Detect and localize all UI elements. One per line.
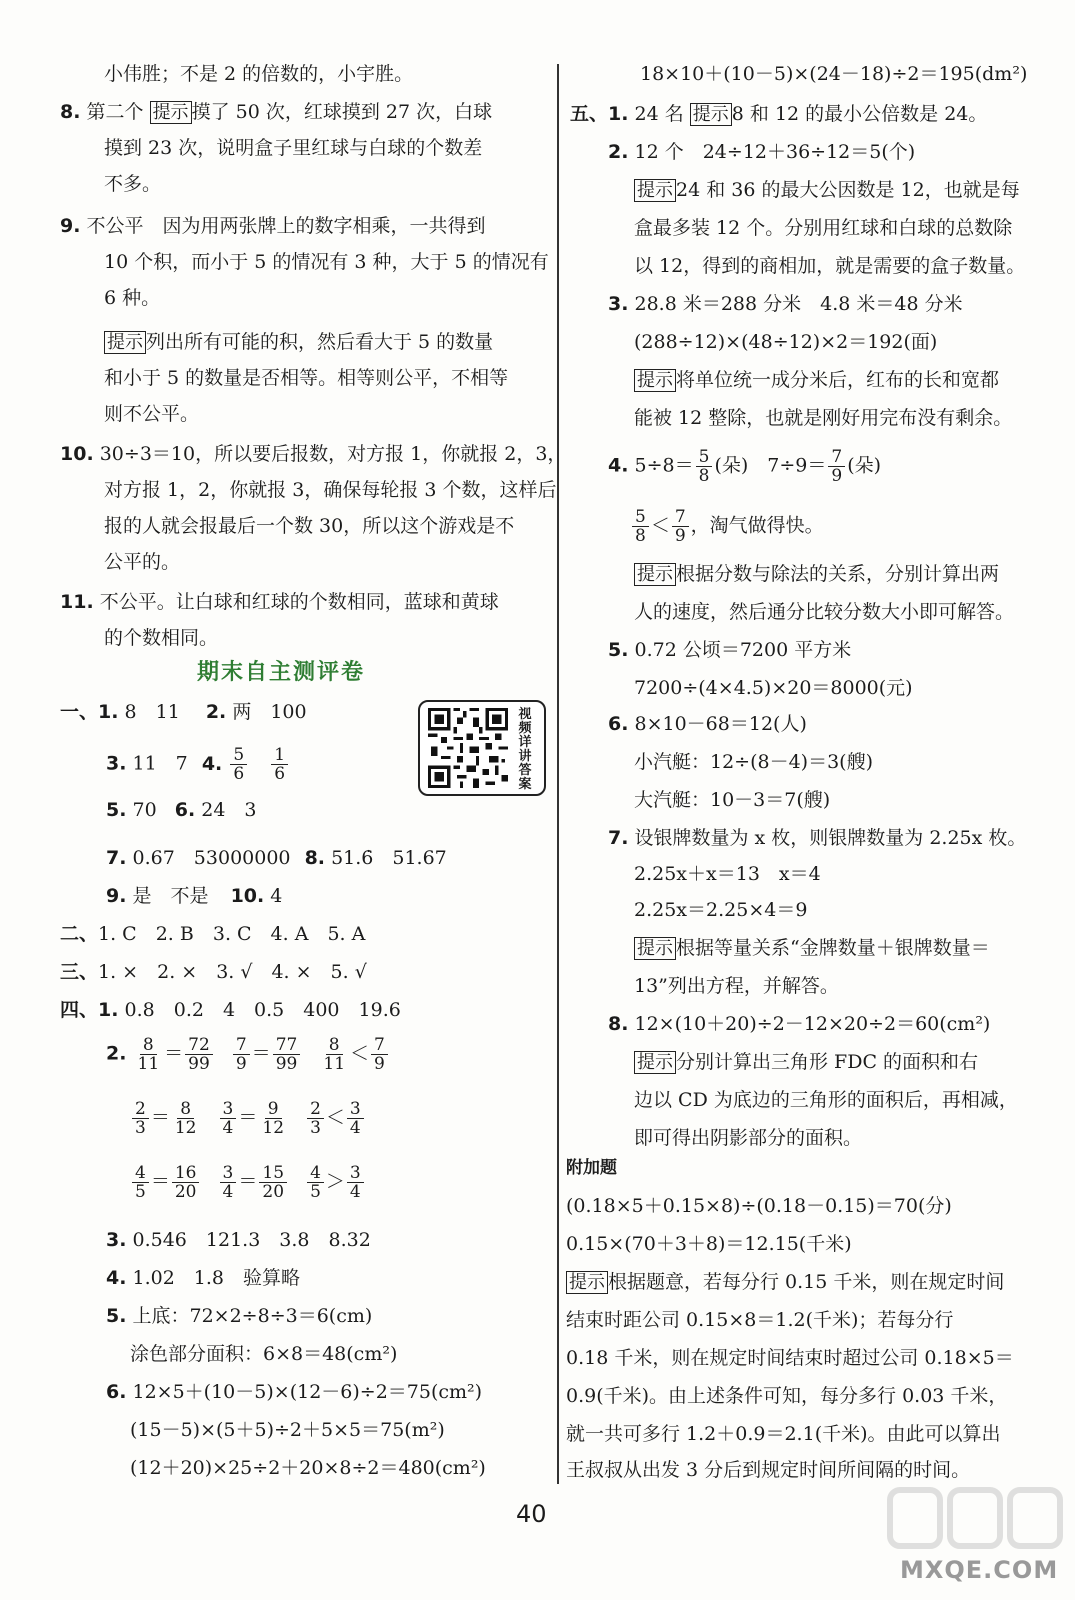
section-number: 三、 — [60, 961, 99, 983]
section-5-q8 — [608, 1012, 990, 1036]
question-number: 4. — [201, 752, 223, 775]
answer-text: 51.6̇ 51.67 — [331, 847, 447, 869]
section-number: 一、 — [60, 701, 99, 723]
section-title: 期末自主测评卷 — [196, 660, 365, 685]
text-line: 0.15×(70＋3＋8)＝12.15(千米) — [566, 1233, 852, 1255]
section-4-q3 — [106, 1228, 371, 1252]
answer-text: 是 不是 — [132, 885, 209, 907]
answer-text: 8×10－68＝12(人) — [634, 713, 807, 735]
answer-text: 设银牌数量为 x 枚，则银牌数量为 2.25x 枚。 — [634, 827, 1027, 849]
question-9 — [60, 214, 486, 238]
text-line: 对方报 1，2，你就报 3，确保每轮报 3 个数，这样后 — [104, 479, 557, 501]
page-number: 40 — [516, 1500, 547, 1528]
question-number: 3. — [106, 1229, 127, 1251]
question-number: 1. — [608, 103, 629, 125]
answer-text: 不公平。让白球和红球的个数相同，蓝球和黄球 — [99, 591, 499, 613]
question-number: 7. — [608, 827, 629, 849]
answer-text: 两 100 — [232, 701, 307, 723]
text-line: 10 个积，而小于 5 的情况有 3 种，大于 5 的情况有 — [104, 251, 549, 273]
hint-text: 根据题意，若每分行 0.15 千米，则在规定时间 — [608, 1271, 1005, 1293]
hint-text: 列出所有可能的积，然后看大于 5 的数量 — [146, 331, 494, 353]
question-10 — [60, 442, 566, 466]
section-5-q6 — [608, 712, 807, 736]
text-line: 小汽艇：12÷(8－4)＝3(艘) — [634, 751, 874, 773]
qr-label: 视频详讲答案 — [518, 707, 532, 792]
question-number: 9. — [106, 885, 127, 907]
text-line: $\frac{5}{8}$ ＜ $\frac{7}{9}$ ，淘气做得快。 — [630, 508, 824, 545]
question-number: 1. — [98, 701, 119, 723]
hint-text: 8 和 12 的最小公倍数是 24。 — [731, 103, 988, 125]
answer-text: 第二个 — [86, 101, 144, 123]
question-number: 7. — [106, 847, 127, 869]
text-line: 不多。 — [104, 173, 162, 195]
fraction: $\frac{7}{9}$ — [672, 508, 689, 545]
fraction: $\frac{5}{8}$ — [696, 448, 713, 485]
fraction: $\frac{5}{6}$ — [230, 746, 247, 783]
extra-heading: 附加题 — [566, 1158, 617, 1178]
section-1-row1 — [60, 700, 307, 724]
section-5-q2 — [608, 140, 915, 164]
answer-text: 1. C 2. B 3. C 4. A 5. A — [98, 923, 366, 945]
text-line: 即可得出阴影部分的面积。 — [634, 1127, 863, 1149]
section-4-q6 — [106, 1380, 482, 1404]
answer-text: 0.67 53000000 — [132, 847, 291, 869]
text-line: 6 种。 — [104, 287, 161, 309]
answer-text: 0.8 0.2 4 0.5 400 19.6 — [124, 999, 401, 1021]
answer-text: 28.8 米＝288 分米 4.8 米＝48 分米 — [634, 293, 963, 315]
fraction-row: 2. $\frac{8}{11}$ ＝ $\frac{72}{99}$ $\frac{7}{9}$ ＝ $\frac{77}{99}$ $\frac{8}{11}$ ＜ $\frac{7}{9}$ — [106, 1036, 390, 1073]
qr-code-icon[interactable] — [428, 708, 508, 788]
text-line: 7200÷(4×4.5)×20＝8000(元) — [634, 677, 913, 699]
answer-text: 8 11 — [124, 701, 180, 723]
text-line: 盒最多装 12 个。分别用红球和白球的总数除 — [634, 217, 1013, 239]
column-divider — [557, 64, 559, 1484]
text-line: (288÷12)×(48÷12)×2＝192(面) — [634, 331, 938, 353]
hint-tag: 提示 — [634, 179, 676, 202]
question-number: 11. — [60, 591, 94, 613]
question-number: 3. — [608, 293, 629, 315]
answer-text: 24 3 — [201, 799, 257, 821]
question-8 — [60, 100, 492, 125]
answer-text: 1.02 1.8 验算略 — [132, 1267, 301, 1289]
hint-tag: 提示 — [566, 1271, 608, 1294]
hint-tag: 提示 — [634, 369, 676, 392]
question-number: 9. — [60, 215, 81, 237]
text-line: 0.9(千米)。由上述条件可知，每分多行 0.03 千米， — [566, 1385, 1008, 1407]
question-number: 8. — [608, 1013, 629, 1035]
fraction-row: $\frac{4}{5}$ ＝ $\frac{16}{20}$ $\frac{3}{4}$ ＝ $\frac{15}{20}$ $\frac{4}{5}$ ＞ $\frac{3}{4}$ — [130, 1164, 366, 1201]
answer-text: 0.546 121.3 3.8 8.32 — [132, 1229, 371, 1251]
text-line: 报的人就会报最后一个数 30，所以这个游戏是不 — [104, 515, 515, 537]
section-1-row4 — [106, 846, 447, 870]
question-number: 3. — [106, 752, 127, 775]
section-5-q4: 4. 5÷8＝ $\frac{5}{8}$ (朵) 7÷9＝ $\frac{7}{9}$ (朵) — [608, 447, 882, 486]
question-number: 5. — [106, 799, 127, 821]
answer-text: 70 — [132, 799, 157, 821]
text-line: 摸到 23 次，说明盒子里红球与白球的个数差 — [104, 137, 483, 159]
answer-text: 0.72 公顷＝7200 平方米 — [634, 639, 852, 661]
text-line: 王叔叔从出发 3 分后到规定时间所间隔的时间。 — [566, 1459, 971, 1481]
question-number: 6. — [106, 1381, 127, 1403]
hint-tag: 提示 — [690, 103, 732, 126]
section-2 — [60, 922, 365, 946]
text-line: 大汽艇：10－3＝7(艘) — [634, 789, 831, 811]
answer-text: 上底：72×2÷8÷3＝6(cm) — [132, 1305, 373, 1327]
section-number: 五、 — [570, 103, 609, 125]
answer-text: 1. × 2. × 3. √ 4. × 5. √ — [98, 961, 367, 983]
section-3 — [60, 960, 367, 984]
fraction: $\frac{7}{9}$ — [828, 448, 845, 485]
question-number: 2. — [205, 701, 227, 723]
section-number: 四、 — [60, 999, 99, 1021]
question-number: 8. — [60, 101, 81, 123]
question-number: 5. — [608, 639, 629, 661]
question-11 — [60, 590, 499, 614]
hint-tag: 提示 — [150, 101, 192, 124]
watermark-text: MXQE.COM — [900, 1556, 1059, 1584]
hint-text: 分别计算出三角形 FDC 的面积和右 — [676, 1051, 979, 1073]
text-line: 人的速度，然后通分比较分数大小即可解答。 — [634, 601, 1015, 623]
text-line: 2.25x＝2.25×4＝9 — [634, 899, 808, 921]
hint-tag: 提示 — [634, 563, 676, 586]
text-line: (0.18×5＋0.15×8)÷(0.18－0.15)＝70(分) — [566, 1195, 952, 1217]
text-line: 涂色部分面积：6×8＝48(cm²) — [130, 1343, 398, 1365]
text-line: 2.25x＋x＝13 x＝4 — [634, 863, 821, 885]
hint-line — [566, 1270, 1004, 1295]
section-4-row1 — [60, 998, 401, 1022]
hint-line — [634, 1050, 978, 1075]
text-line: 则不公平。 — [104, 403, 200, 425]
text-line: 0.18 千米，则在规定时间结束时超过公司 0.18×5＝ — [566, 1347, 1014, 1369]
fraction: $\frac{5}{8}$ — [632, 508, 649, 545]
qr-code-box[interactable] — [418, 700, 546, 796]
text-line: 和小于 5 的数量是否相等。相等则公平，不相等 — [104, 367, 509, 389]
question-number: 4. — [608, 454, 629, 477]
section-1-row5 — [106, 884, 282, 908]
hint-tag: 提示 — [104, 331, 146, 354]
hint-line — [634, 936, 990, 961]
hint-text: 将单位统一成分米后，红布的长和宽都 — [676, 369, 1000, 391]
hint-text: 根据分数与除法的关系，分别计算出两 — [676, 563, 1000, 585]
text-line: 18×10＋(10－5)×(24－18)÷2＝195(dm²) — [640, 63, 1028, 85]
text-line: 小伟胜；不是 2 的倍数的，小宇胜。 — [104, 63, 414, 85]
hint-text: 24 和 36 的最大公因数是 12，也就是每 — [676, 179, 1020, 201]
text-line: 公平的。 — [104, 551, 181, 573]
question-number: 4. — [106, 1267, 127, 1289]
hint-line — [634, 178, 1020, 203]
section-5-q7 — [608, 826, 1026, 850]
hint-line — [104, 330, 493, 355]
answer-text: 4 — [270, 885, 283, 907]
text-line: 结束时距公司 0.15×8＝1.2(千米)；若每分行 — [566, 1309, 954, 1331]
text-line: 13”列出方程，并解答。 — [634, 975, 839, 997]
question-number: 1. — [98, 999, 119, 1021]
hint-line — [634, 368, 999, 393]
answer-text: 12 个 24÷12＋36÷12＝5(个) — [634, 141, 916, 163]
question-number: 5. — [106, 1305, 127, 1327]
section-5-q1 — [570, 102, 987, 127]
answer-text: 24 名 — [634, 103, 684, 125]
fraction: $\frac{1}{6}$ — [271, 746, 288, 783]
answer-text: 30÷3＝10，所以要后报数，对方报 1，你就报 2，3， — [99, 443, 567, 465]
section-5-q3 — [608, 292, 963, 316]
hint-line — [634, 562, 999, 587]
question-number: 10. — [60, 443, 94, 465]
section-1-row3 — [106, 798, 257, 822]
question-number: 2. — [106, 1042, 127, 1065]
section-number: 二、 — [60, 923, 99, 945]
hint-text: 摸了 50 次，红球摸到 27 次，白球 — [191, 101, 493, 123]
question-number: 10. — [230, 885, 265, 907]
hint-tag: 提示 — [634, 1051, 676, 1074]
question-number: 6. — [174, 799, 196, 821]
section-1-row2 — [106, 746, 290, 783]
answer-text: 不公平 因为用两张牌上的数字相乘，一共得到 — [86, 215, 486, 237]
text-line: (12＋20)×25÷2＋20×8÷2＝480(cm²) — [130, 1457, 486, 1479]
hint-text: 根据等量关系“金牌数量＋银牌数量＝ — [676, 937, 990, 959]
section-4-q5 — [106, 1304, 372, 1328]
fraction-row: $\frac{2}{3}$ ＝ $\frac{8}{12}$ $\frac{3}{4}$ ＝ $\frac{9}{12}$ $\frac{2}{3}$ ＜ $\frac{3}{4}$ — [130, 1100, 366, 1137]
answer-text: 11 7 — [132, 752, 188, 775]
answer-text: 12×5＋(10－5)×(12－6)÷2＝75(cm²) — [132, 1381, 483, 1403]
section-5-q5 — [608, 638, 851, 662]
question-number: 2. — [608, 141, 629, 163]
text-line: 的个数相同。 — [104, 627, 219, 649]
text-line: 就一共可多行 1.2＋0.9＝2.1(千米)。由此可以算出 — [566, 1423, 1001, 1445]
text-line: 边以 CD 为底边的三角形的面积后，再相减， — [634, 1089, 1018, 1111]
question-number: 6. — [608, 713, 629, 735]
question-number: 8. — [304, 847, 326, 869]
section-4-q4 — [106, 1266, 300, 1290]
hint-tag: 提示 — [634, 937, 676, 960]
answer-text: 12×(10＋20)÷2－12×20÷2＝60(cm²) — [634, 1013, 991, 1035]
text-line: 能被 12 整除，也就是刚好用完布没有剩余。 — [634, 407, 1013, 429]
text-line: 以 12，得到的商相加，就是需要的盒子数量。 — [634, 255, 1026, 277]
text-line: (15－5)×(5＋5)÷2＋5×5＝75(m²) — [130, 1419, 445, 1441]
